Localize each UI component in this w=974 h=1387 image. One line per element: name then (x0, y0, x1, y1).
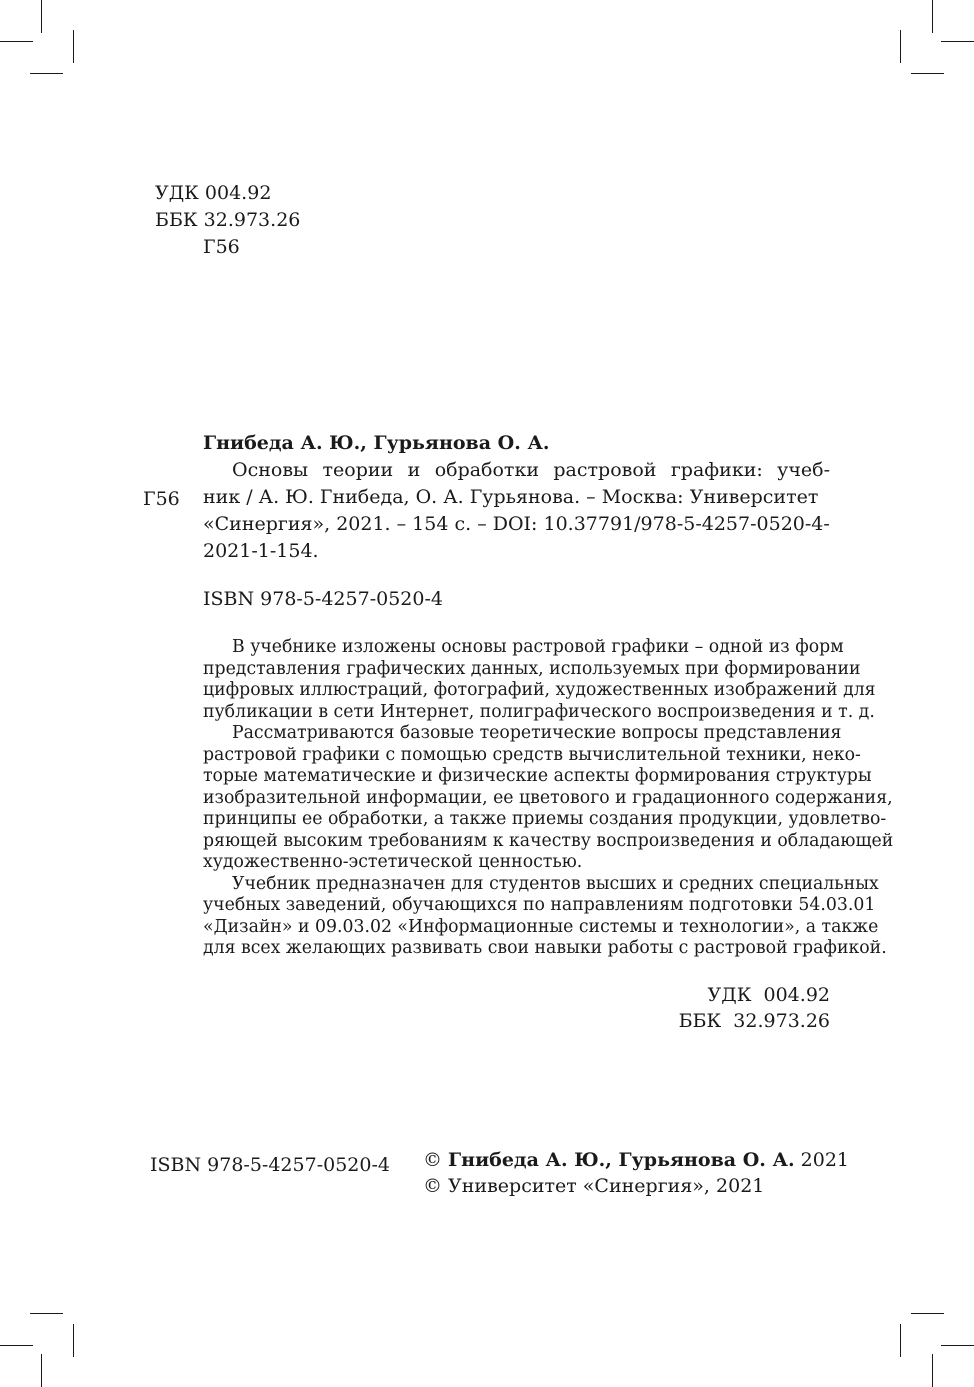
annotation-line: растровой графики с помощью средств вычислительной техники, неко- (203, 744, 861, 765)
crop-mark (911, 1313, 944, 1314)
crop-mark (932, 1354, 933, 1387)
crop-mark (932, 0, 933, 33)
annotation-line: представления графических данных, используемых при формировании (203, 658, 861, 679)
annotation-line: учебных заведений, обучающихся по направлениям подготовки 54.03.01 (203, 895, 876, 915)
annotation-line: В учебнике изложены основы растровой графики – одной из форм (232, 637, 844, 657)
biblio-line: Основы теории и обработки растровой графики: учеб- (232, 459, 830, 481)
annotation-line: цифровых иллюстраций, фотографий, художественных изображений для (203, 680, 876, 700)
footer-isbn: ISBN 978-5-4257-0520-4 (150, 1154, 390, 1176)
annotation-line: изобразительной информации, ее цветового и градационного содержания, (203, 787, 893, 808)
bibliographic-description (203, 457, 830, 565)
copyright-author-names: Гнибеда А. Ю., Гурьянова О. А. (448, 1149, 795, 1171)
biblio-line: 2021-1-154. (203, 540, 319, 562)
top-bbk: ББК 32.973.26 (155, 209, 301, 231)
biblio-line: ник / А. Ю. Гнибеда, О. А. Гурьянова. – Москва: Университет (203, 486, 819, 508)
card-isbn: ISBN 978-5-4257-0520-4 (203, 588, 443, 610)
crop-mark (0, 41, 33, 42)
annotation-line: публикации в сети Интернет, полиграфического воспроизведения и т. д. (203, 701, 875, 722)
crop-mark (900, 1324, 901, 1357)
annotation-line: ряющей высоким требованиям к качеству воспроизведения и обладающей (203, 830, 894, 851)
annotation-line: принципы ее обработки, а также приемы создания продукции, удовлетво- (203, 809, 887, 829)
crop-mark (73, 30, 74, 63)
card-authors: Гнибеда А. Ю., Гурьянова О. А. (203, 432, 550, 454)
crop-mark (30, 73, 63, 74)
crop-mark (30, 1313, 63, 1314)
top-author-mark: Г56 (203, 236, 240, 258)
copyright-publisher: © Университет «Синергия», 2021 (423, 1175, 765, 1197)
copyright-year: 2021 (800, 1149, 849, 1171)
annotation-line: торые математические и физические аспекты формирования структуры (203, 766, 872, 786)
card-author-mark: Г56 (143, 488, 180, 510)
crop-mark (911, 73, 944, 74)
crop-mark (900, 30, 901, 63)
copyright-authors (423, 1147, 849, 1173)
bottom-udk: УДК 004.92 (707, 984, 830, 1006)
annotation-line: художественно-эстетической ценностью. (203, 852, 583, 872)
crop-mark (41, 1354, 42, 1387)
crop-mark (941, 41, 974, 42)
crop-mark (73, 1324, 74, 1357)
crop-mark (941, 1345, 974, 1346)
annotation-line: «Дизайн» и 09.03.02 «Информационные системы и технологии», а также (203, 916, 879, 937)
biblio-line: «Синергия», 2021. – 154 с. – DOI: 10.37791/978-5-4257-0520-4- (203, 513, 830, 535)
annotation-line: Рассматриваются базовые теоретические вопросы представления (232, 723, 842, 743)
annotation (203, 637, 894, 960)
crop-mark (41, 0, 42, 33)
annotation-line: для всех желающих развивать свои навыки работы с растровой графикой. (203, 938, 887, 958)
crop-mark (0, 1345, 33, 1346)
top-udk: УДК 004.92 (155, 182, 272, 204)
bottom-bbk: ББК 32.973.26 (678, 1010, 830, 1032)
copyright-symbol: © (423, 1149, 442, 1171)
annotation-line: Учебник предназначен для студентов высших и средних специальных (232, 873, 879, 894)
